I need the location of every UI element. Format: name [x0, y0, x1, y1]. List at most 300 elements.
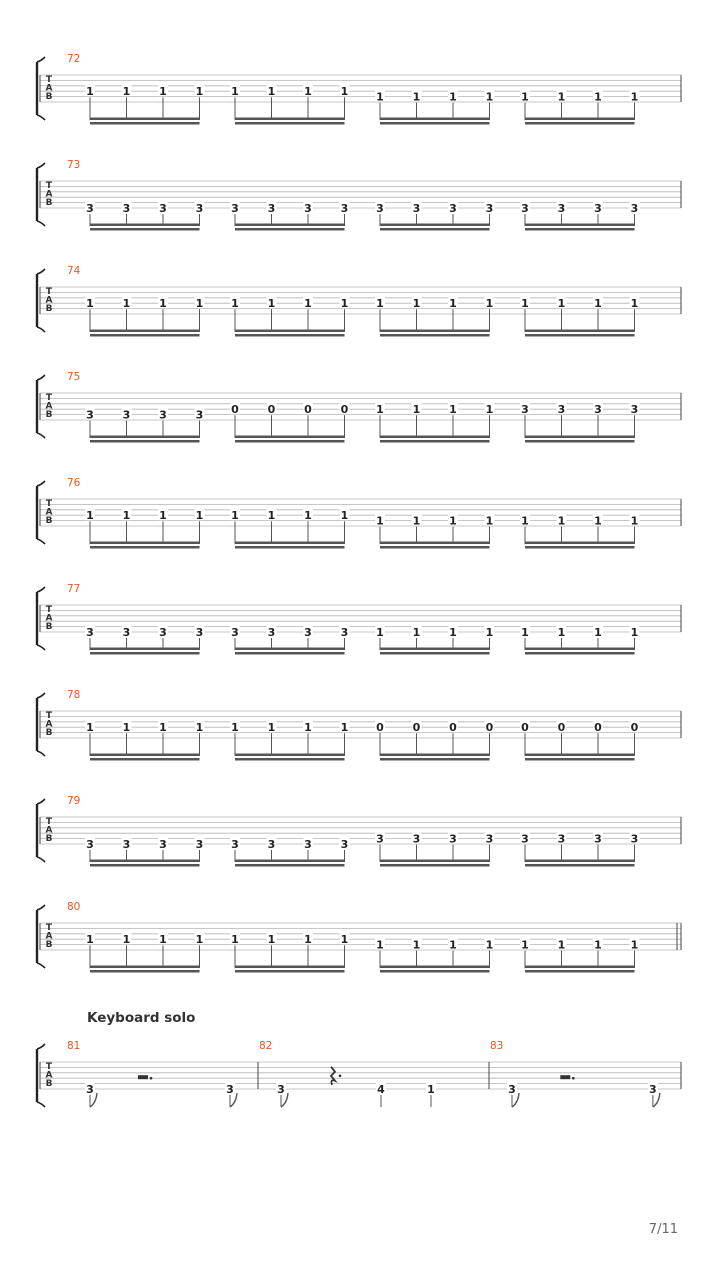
- fret-number: 0: [594, 721, 602, 735]
- beam: [90, 118, 200, 121]
- beam: [380, 122, 490, 125]
- fret-number: 1: [376, 626, 384, 639]
- fret-number: 0: [376, 721, 384, 735]
- fret-number: 1: [86, 509, 94, 523]
- fret-number: 1: [557, 938, 566, 952]
- bracket-top-hook: [37, 375, 45, 380]
- bracket-bottom-hook: [37, 751, 45, 756]
- fret-number: 3: [304, 202, 312, 215]
- beam: [90, 542, 200, 545]
- page-number: 7/11: [648, 1222, 678, 1237]
- tab-system: [37, 583, 681, 655]
- fret-number: 1: [304, 721, 312, 735]
- fret-number: 3: [195, 838, 204, 851]
- fret-number: 1: [231, 933, 239, 947]
- beam: [235, 118, 345, 121]
- fret-number: 1: [122, 509, 131, 523]
- fret-number: 1: [412, 297, 421, 311]
- beam: [380, 758, 490, 761]
- tab-clef-letter: B: [45, 622, 53, 633]
- fret-number: 0: [630, 721, 639, 735]
- fret-number: 3: [340, 202, 349, 215]
- beam: [235, 754, 345, 757]
- fret-number: 3: [304, 626, 312, 639]
- fret-number: 3: [195, 626, 204, 639]
- fret-number: 0: [557, 721, 566, 735]
- fret-number: 3: [122, 626, 131, 639]
- quarter-rest: [331, 1067, 335, 1085]
- fret-number: 3: [630, 403, 639, 417]
- beam: [380, 118, 490, 121]
- fret-number: 0: [449, 721, 457, 735]
- tab-clef-letter: T: [45, 605, 53, 615]
- tab-clef-letter: B: [45, 728, 53, 739]
- beam: [235, 330, 345, 333]
- tab-clef-letter: T: [45, 1062, 53, 1072]
- tab-clef-letter: T: [45, 711, 53, 721]
- measure-number: 75: [67, 371, 81, 383]
- tab-clef-letter: A: [45, 295, 53, 306]
- bracket-bottom-hook: [37, 539, 45, 544]
- beam: [235, 758, 345, 761]
- bracket-bottom-hook: [37, 645, 45, 650]
- beam: [525, 754, 635, 757]
- fret-number: 1: [376, 403, 384, 417]
- beam: [380, 330, 490, 333]
- beam: [90, 648, 200, 651]
- beam: [235, 546, 345, 549]
- fret-number: 1: [159, 509, 167, 523]
- fret-number: 1: [304, 297, 312, 311]
- fret-number: 1: [485, 626, 494, 639]
- fret-number: 3: [86, 408, 94, 422]
- fret-number: 1: [521, 626, 529, 639]
- measure-number: 80: [67, 901, 81, 913]
- tab-system: [37, 689, 681, 761]
- bracket-top-hook: [37, 57, 45, 62]
- fret-number: 1: [231, 297, 239, 311]
- bracket-bottom-hook: [37, 963, 45, 968]
- fret-number: 1: [521, 938, 529, 952]
- fret-number: 1: [485, 403, 494, 417]
- fret-number: 1: [195, 721, 204, 735]
- fret-number: 1: [449, 626, 457, 639]
- tab-clef-letter: T: [45, 75, 53, 85]
- tab-clef-letter: B: [45, 304, 53, 315]
- beam: [380, 864, 490, 867]
- beam: [380, 542, 490, 545]
- fret-number: 1: [195, 297, 204, 311]
- fret-number: 1: [594, 514, 602, 528]
- beam: [525, 224, 635, 227]
- fret-number: 1: [557, 297, 566, 311]
- beam: [235, 224, 345, 227]
- half-rest: [560, 1075, 570, 1079]
- tab-clef-letter: B: [45, 198, 53, 209]
- fret-number: 3: [267, 838, 276, 851]
- tab-clef-letter: B: [45, 516, 53, 527]
- fret-number: 1: [304, 85, 312, 99]
- fret-number: 1: [231, 721, 239, 735]
- fret-number: 3: [195, 408, 204, 422]
- fret-number: 1: [485, 297, 494, 311]
- bracket-top-hook: [37, 1044, 45, 1049]
- beam: [90, 966, 200, 969]
- fret-number: 1: [267, 85, 276, 99]
- fret-number: 3: [159, 838, 167, 851]
- beam: [380, 546, 490, 549]
- fret-number: 1: [195, 933, 204, 947]
- beam: [235, 122, 345, 125]
- fret-number: 3: [412, 832, 421, 846]
- beam: [235, 228, 345, 231]
- fret-number: 3: [267, 202, 276, 215]
- bracket-top-hook: [37, 163, 45, 168]
- beam: [525, 440, 635, 443]
- fret-number: 1: [159, 721, 167, 735]
- fret-number: 1: [412, 938, 421, 952]
- beam: [525, 758, 635, 761]
- fret-number: 3: [521, 832, 529, 846]
- beam: [235, 860, 345, 863]
- beam: [90, 860, 200, 863]
- fret-number: 1: [630, 626, 639, 639]
- fret-number: 3: [340, 626, 349, 639]
- tab-clef-letter: B: [45, 834, 53, 845]
- tab-system: [37, 901, 681, 973]
- fret-number: 1: [159, 297, 167, 311]
- tab-clef-letter: A: [45, 825, 53, 836]
- fret-number: 1: [449, 90, 457, 104]
- tab-clef-letter: T: [45, 287, 53, 297]
- fret-number: 3: [508, 1083, 516, 1096]
- bracket-top-hook: [37, 693, 45, 698]
- fret-number: 1: [630, 938, 639, 952]
- fret-number: 3: [231, 202, 239, 215]
- fret-number: 1: [340, 85, 349, 99]
- fret-number: 1: [159, 85, 167, 99]
- fret-number: 1: [412, 90, 421, 104]
- beam: [525, 228, 635, 231]
- fret-number: 3: [412, 202, 421, 215]
- bracket-top-hook: [37, 905, 45, 910]
- fret-number: 1: [340, 509, 349, 523]
- beam: [525, 118, 635, 121]
- fret-number: 1: [594, 90, 602, 104]
- fret-number: 1: [231, 85, 239, 99]
- fret-number: 1: [122, 85, 131, 99]
- tab-clef-letter: A: [45, 507, 53, 518]
- fret-number: 3: [122, 838, 131, 851]
- fret-number: 1: [449, 297, 457, 311]
- fret-number: 3: [449, 832, 457, 846]
- fret-number: 1: [267, 297, 276, 311]
- bracket-top-hook: [37, 269, 45, 274]
- fret-number: 1: [267, 721, 276, 735]
- fret-number: 1: [557, 90, 566, 104]
- tab-clef-letter: A: [45, 189, 53, 200]
- fret-number: 1: [449, 938, 457, 952]
- beam: [525, 122, 635, 125]
- beam: [380, 224, 490, 227]
- tab-clef-letter: B: [45, 940, 53, 951]
- beam: [90, 334, 200, 337]
- fret-number: 3: [649, 1083, 657, 1096]
- beam: [235, 648, 345, 651]
- bracket-bottom-hook: [37, 857, 45, 862]
- fret-number: 3: [86, 202, 94, 215]
- fret-number: 1: [195, 85, 204, 99]
- tab-system: [37, 477, 681, 549]
- tab-clef-letter: A: [45, 931, 53, 942]
- fret-number: 1: [449, 403, 457, 417]
- fret-number: 1: [86, 297, 94, 311]
- fret-number: 1: [630, 90, 639, 104]
- fret-number: 3: [594, 202, 602, 215]
- measure-number: 74: [67, 265, 81, 277]
- tab-clef-letter: T: [45, 393, 53, 403]
- bracket-top-hook: [37, 587, 45, 592]
- tab-clef-letter: T: [45, 817, 53, 827]
- fret-number: 4: [377, 1083, 385, 1096]
- beam: [235, 440, 345, 443]
- tab-clef-letter: A: [45, 83, 53, 94]
- tab-system: [37, 795, 681, 867]
- measure-number: 72: [67, 53, 81, 65]
- tab-system: [37, 53, 681, 125]
- fret-number: 3: [521, 403, 529, 417]
- beam: [380, 648, 490, 651]
- fret-number: 1: [427, 1083, 435, 1096]
- fret-number: 3: [594, 403, 602, 417]
- tab-clef-letter: T: [45, 499, 53, 509]
- beam: [90, 228, 200, 231]
- fret-number: 3: [485, 832, 494, 846]
- fret-number: 3: [86, 1083, 94, 1096]
- fret-number: 0: [267, 403, 276, 417]
- fret-number: 1: [412, 514, 421, 528]
- fret-number: 1: [594, 297, 602, 311]
- tab-clef-letter: A: [45, 1070, 53, 1081]
- beam: [235, 436, 345, 439]
- fret-number: 1: [267, 933, 276, 947]
- fret-number: 3: [226, 1083, 234, 1096]
- fret-number: 1: [86, 721, 94, 735]
- fret-number: 1: [485, 938, 494, 952]
- fret-number: 1: [449, 514, 457, 528]
- fret-number: 1: [340, 721, 349, 735]
- fret-number: 1: [122, 721, 131, 735]
- beam: [90, 440, 200, 443]
- fret-number: 1: [412, 403, 421, 417]
- beam: [90, 864, 200, 867]
- bracket-bottom-hook: [37, 115, 45, 120]
- half-rest: [138, 1075, 148, 1079]
- tab-clef-letter: T: [45, 923, 53, 933]
- bracket-bottom-hook: [37, 1102, 45, 1107]
- fret-number: 1: [630, 514, 639, 528]
- beam: [525, 860, 635, 863]
- tab-clef-letter: B: [45, 92, 53, 103]
- fret-number: 3: [376, 832, 384, 846]
- beam: [235, 542, 345, 545]
- tab-clef-letter: A: [45, 401, 53, 412]
- beam: [525, 864, 635, 867]
- fret-number: 3: [630, 832, 639, 846]
- beam: [90, 758, 200, 761]
- fret-number: 1: [304, 933, 312, 947]
- fret-number: 3: [277, 1083, 285, 1096]
- beam: [380, 966, 490, 969]
- fret-number: 3: [122, 408, 131, 422]
- fret-number: 3: [159, 408, 167, 422]
- beam: [235, 334, 345, 337]
- fret-number: 1: [376, 938, 384, 952]
- beam: [525, 652, 635, 655]
- fret-number: 1: [485, 90, 494, 104]
- measure-number: 81: [67, 1040, 81, 1052]
- fret-number: 1: [485, 514, 494, 528]
- measure-number: 79: [67, 795, 81, 807]
- fret-number: 1: [557, 514, 566, 528]
- fret-number: 1: [122, 297, 131, 311]
- fret-number: 0: [485, 721, 494, 735]
- fret-number: 1: [122, 933, 131, 947]
- beam: [380, 334, 490, 337]
- beam: [235, 864, 345, 867]
- beam: [90, 970, 200, 973]
- tab-system: [37, 371, 681, 443]
- fret-number: 1: [340, 297, 349, 311]
- fret-number: 3: [86, 626, 94, 639]
- tab-clef-letter: B: [45, 410, 53, 421]
- fret-number: 3: [376, 202, 384, 215]
- fret-number: 3: [159, 202, 167, 215]
- beam: [525, 436, 635, 439]
- beam: [90, 330, 200, 333]
- beam: [525, 546, 635, 549]
- fret-number: 0: [521, 721, 529, 735]
- beam: [525, 542, 635, 545]
- fret-number: 3: [557, 832, 566, 846]
- fret-number: 3: [557, 403, 566, 417]
- fret-number: 1: [86, 933, 94, 947]
- fret-number: 0: [340, 403, 349, 417]
- beam: [380, 228, 490, 231]
- tab-system: [37, 1040, 681, 1107]
- fret-number: 3: [267, 626, 276, 639]
- fret-number: 1: [304, 509, 312, 523]
- fret-number: 0: [304, 403, 312, 417]
- beam: [525, 330, 635, 333]
- beam: [90, 652, 200, 655]
- beam: [380, 436, 490, 439]
- measure-number: 73: [67, 159, 81, 171]
- fret-number: 3: [195, 202, 204, 215]
- fret-number: 3: [340, 838, 349, 851]
- fret-number: 3: [304, 838, 312, 851]
- fret-number: 1: [521, 90, 529, 104]
- fret-number: 1: [376, 297, 384, 311]
- fret-number: 1: [521, 514, 529, 528]
- fret-number: 1: [340, 933, 349, 947]
- tab-clef-letter: A: [45, 613, 53, 624]
- measure-number: 82: [259, 1040, 273, 1052]
- beam: [235, 966, 345, 969]
- fret-number: 0: [231, 403, 239, 417]
- fret-number: 3: [122, 202, 131, 215]
- fret-number: 3: [159, 626, 167, 639]
- tab-system: [37, 265, 681, 337]
- beam: [90, 546, 200, 549]
- fret-number: 3: [449, 202, 457, 215]
- fret-number: 1: [630, 297, 639, 311]
- beam: [90, 224, 200, 227]
- beam: [525, 970, 635, 973]
- tab-clef-letter: A: [45, 719, 53, 730]
- bracket-top-hook: [37, 799, 45, 804]
- beam: [380, 440, 490, 443]
- beam: [235, 970, 345, 973]
- fret-number: 3: [231, 626, 239, 639]
- fret-number: 3: [557, 202, 566, 215]
- tab-system: [37, 159, 681, 231]
- beam: [380, 860, 490, 863]
- bracket-bottom-hook: [37, 327, 45, 332]
- fret-number: 0: [412, 721, 421, 735]
- fret-number: 1: [195, 509, 204, 523]
- measure-number: 78: [67, 689, 81, 701]
- fret-number: 1: [521, 297, 529, 311]
- beam: [380, 652, 490, 655]
- beam: [525, 966, 635, 969]
- tab-clef-letter: T: [45, 181, 53, 191]
- fret-number: 3: [86, 838, 94, 851]
- fret-number: 1: [557, 626, 566, 639]
- beam: [235, 652, 345, 655]
- measure-number: 83: [490, 1040, 504, 1052]
- measure-number: 76: [67, 477, 81, 489]
- rest-dot: [150, 1077, 153, 1080]
- beam: [380, 754, 490, 757]
- fret-number: 3: [485, 202, 494, 215]
- bracket-top-hook: [37, 481, 45, 486]
- beam: [380, 970, 490, 973]
- beam: [525, 334, 635, 337]
- beam: [90, 754, 200, 757]
- beam: [90, 436, 200, 439]
- tab-clef-letter: B: [45, 1079, 53, 1090]
- fret-number: 1: [376, 514, 384, 528]
- fret-number: 1: [594, 626, 602, 639]
- bracket-bottom-hook: [37, 221, 45, 226]
- rest-dot: [572, 1077, 575, 1080]
- fret-number: 1: [231, 509, 239, 523]
- beam: [90, 122, 200, 125]
- fret-number: 1: [376, 90, 384, 104]
- fret-number: 3: [594, 832, 602, 846]
- fret-number: 1: [267, 509, 276, 523]
- fret-number: 1: [86, 85, 94, 99]
- measure-number: 77: [67, 583, 81, 595]
- beam: [525, 648, 635, 651]
- fret-number: 1: [412, 626, 421, 639]
- rest-dot: [339, 1075, 342, 1078]
- bracket-bottom-hook: [37, 433, 45, 438]
- section-label: Keyboard solo: [87, 1010, 196, 1026]
- fret-number: 3: [231, 838, 239, 851]
- fret-number: 1: [159, 933, 167, 947]
